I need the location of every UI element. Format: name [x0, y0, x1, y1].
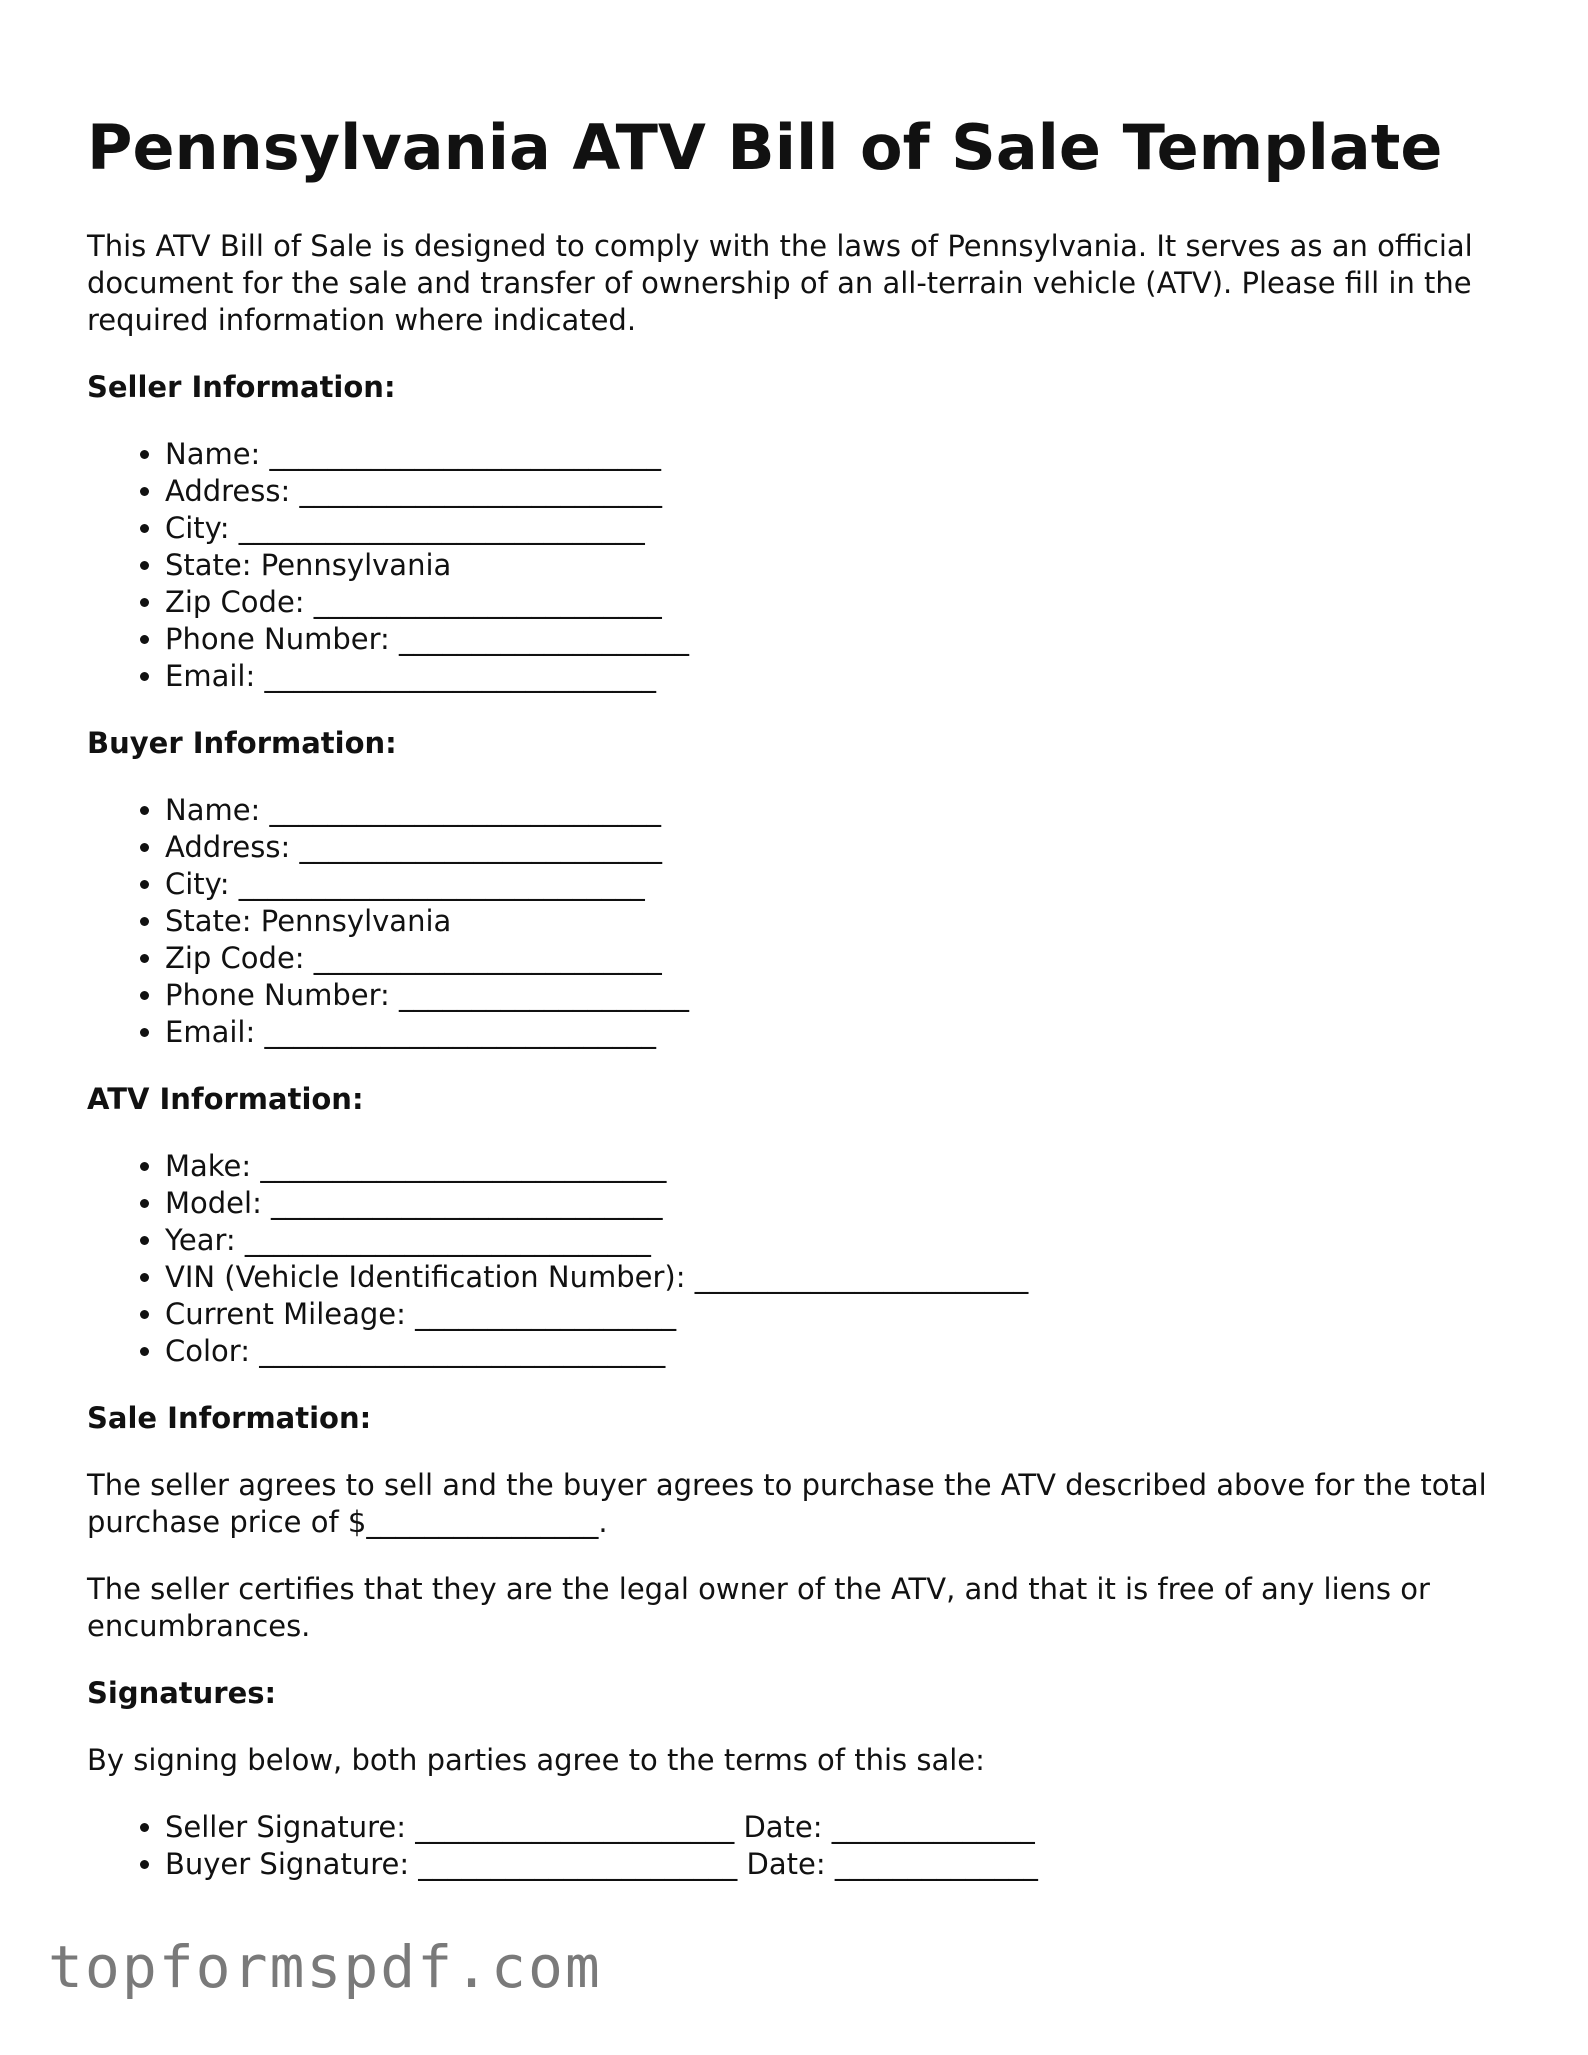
atv-vin-field: • VIN (Vehicle Identification Number): _______________________: [165, 1259, 1507, 1296]
buyer-email-field: • Email: ___________________________: [165, 1014, 1507, 1051]
atv-year-field: • Year: ____________________________: [165, 1222, 1507, 1259]
document-body: [87, 228, 1507, 1913]
seller-name-field: • Name: ___________________________: [165, 436, 1507, 473]
buyer-name-field: • Name: ___________________________: [165, 792, 1507, 829]
sale-price-paragraph: The seller agrees to sell and the buyer agrees to purchase the ATV described above for the total purchase price of $________________.: [87, 1468, 1487, 1539]
signatures-intro: By signing below, both parties agree to the terms of this sale:: [87, 1743, 985, 1777]
atv-model-field: • Model: ___________________________: [165, 1185, 1507, 1222]
atv-heading: ATV Information:: [87, 1082, 364, 1116]
buyer-heading: Buyer Information:: [87, 726, 397, 760]
watermark: topformspdf.com: [48, 1933, 602, 2001]
seller-list: [87, 436, 1507, 695]
seller-city-field: • City: ____________________________: [165, 510, 1507, 547]
buyer-signature-line: • Buyer Signature: ______________________ Date: ______________: [165, 1846, 1507, 1883]
buyer-state-field: • State: Pennsylvania: [165, 903, 1507, 940]
seller-address-field: • Address: _________________________: [165, 473, 1507, 510]
buyer-phone-field: • Phone Number: ____________________: [165, 977, 1507, 1014]
atv-make-field: • Make: ____________________________: [165, 1148, 1507, 1185]
atv-color-field: • Color: ____________________________: [165, 1333, 1507, 1370]
seller-state-field: • State: Pennsylvania: [165, 547, 1507, 584]
atv-list: [87, 1148, 1507, 1370]
signatures-list: [87, 1809, 1507, 1883]
buyer-city-field: • City: ____________________________: [165, 866, 1507, 903]
intro-paragraph: This ATV Bill of Sale is designed to comply with the laws of Pennsylvania. It serves as an official document for the sale and transfer of ownership of an all-terrain vehicle (ATV). Please fill in the required information where indicated.: [87, 229, 1473, 337]
sale-heading: Sale Information:: [87, 1401, 372, 1435]
sale-certification-paragraph: The seller certifies that they are the legal owner of the ATV, and that it is free of any liens or encumbrances.: [87, 1572, 1430, 1643]
buyer-list: [87, 792, 1507, 1051]
page-title: Pennsylvania ATV Bill of Sale Template: [87, 111, 1443, 184]
signatures-heading: Signatures:: [87, 1676, 277, 1710]
seller-zip-field: • Zip Code: ________________________: [165, 584, 1507, 621]
atv-mileage-field: • Current Mileage: __________________: [165, 1296, 1507, 1333]
seller-phone-field: • Phone Number: ____________________: [165, 621, 1507, 658]
buyer-zip-field: • Zip Code: ________________________: [165, 940, 1507, 977]
buyer-address-field: • Address: _________________________: [165, 829, 1507, 866]
seller-heading: Seller Information:: [87, 370, 396, 404]
seller-signature-line: • Seller Signature: ______________________ Date: ______________: [165, 1809, 1507, 1846]
seller-email-field: • Email: ___________________________: [165, 658, 1507, 695]
